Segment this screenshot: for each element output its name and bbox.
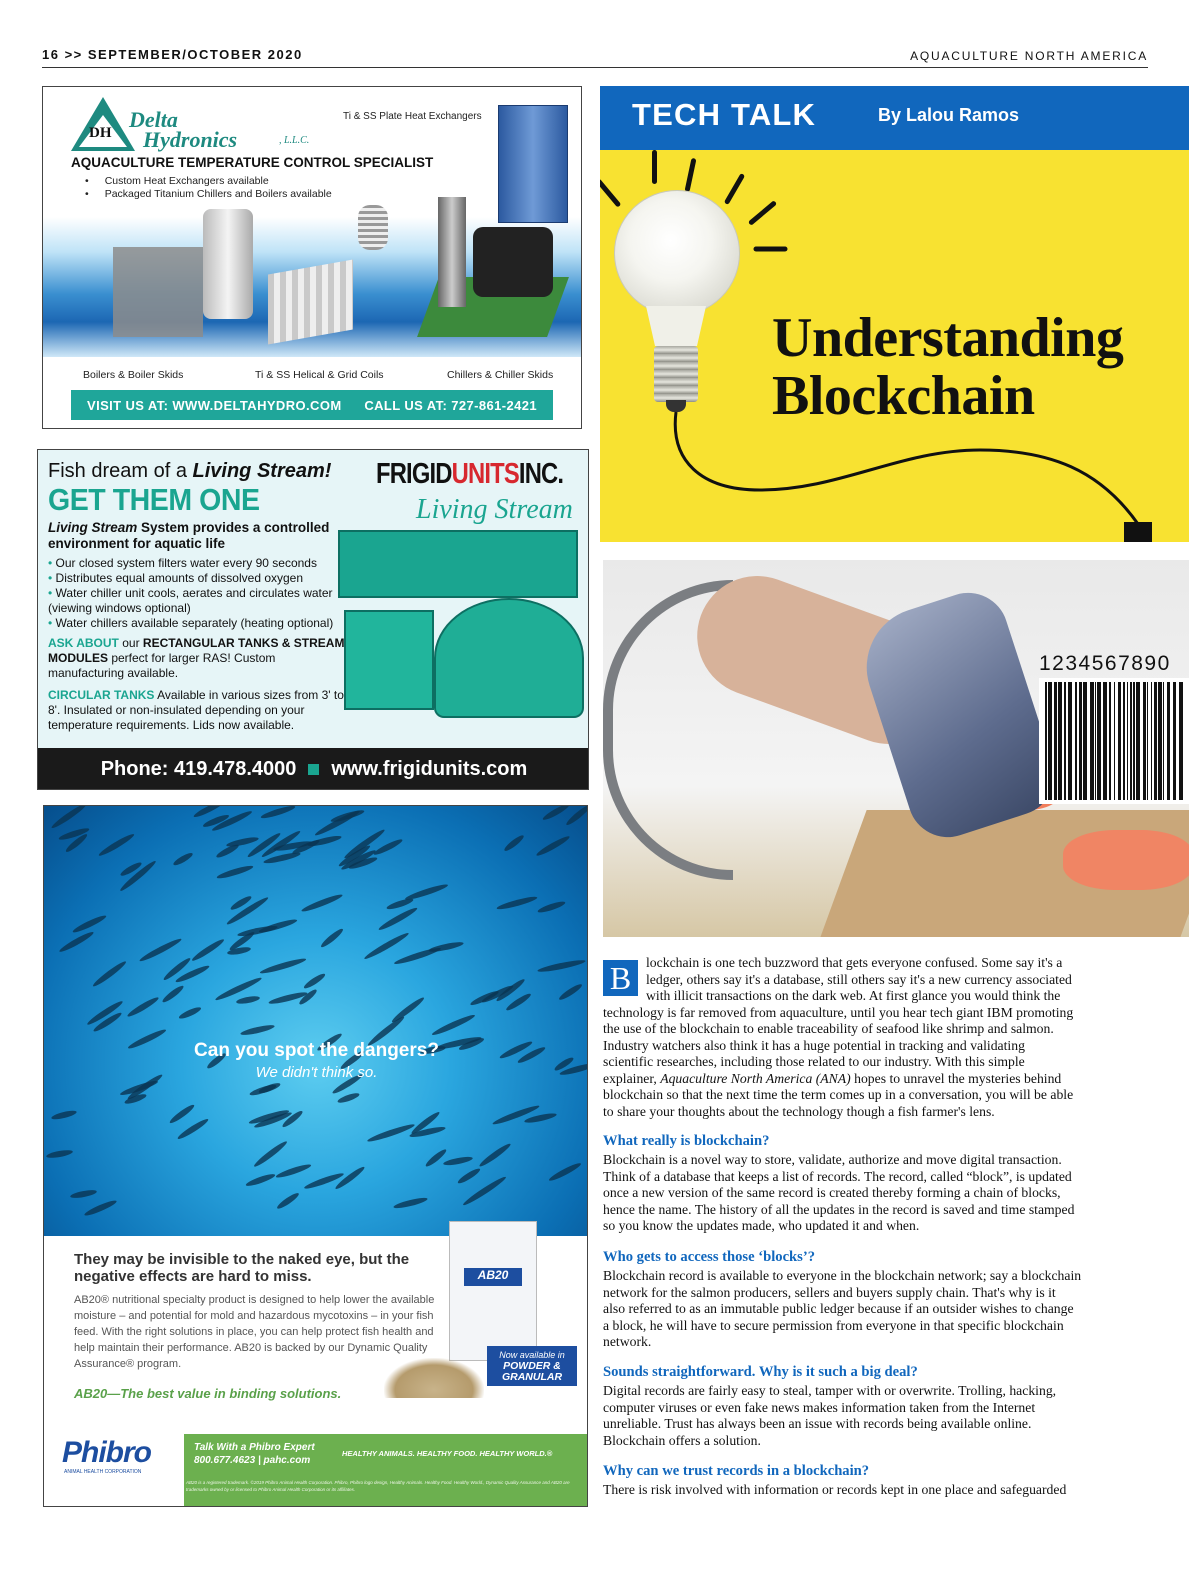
drop-cap: B xyxy=(603,960,638,996)
fish-shape xyxy=(245,1172,276,1188)
fish-shape xyxy=(70,1189,98,1200)
article-line: ledger, others say it's a database, still others say it's a new currency associated xyxy=(646,971,1072,987)
issue-date: 16 >> SEPTEMBER/OCTOBER 2020 xyxy=(42,47,303,62)
fish-shape xyxy=(431,1013,476,1038)
barcode-bar xyxy=(1048,682,1052,800)
fish-shape xyxy=(537,958,586,974)
fish-shape xyxy=(424,1147,448,1168)
barcode-bar xyxy=(1075,682,1077,800)
barcode-icon xyxy=(1039,678,1189,804)
section-heading: Who gets to access those ‘blocks’? xyxy=(603,1249,815,1265)
fish-shape xyxy=(303,972,327,991)
article-line: Blockchain offers a solution. xyxy=(603,1432,761,1448)
delta-phone[interactable]: CALL US AT: 727-861-2421 xyxy=(364,397,537,413)
magazine-name: AQUACULTURE NORTH AMERICA xyxy=(910,49,1148,63)
delta-contact-bar xyxy=(71,390,553,420)
frigid-headline2: GET THEM ONE xyxy=(48,482,260,517)
barcode-bar xyxy=(1133,682,1135,800)
delta-tagline: AQUACULTURE TEMPERATURE CONTROL SPECIALIST xyxy=(71,155,434,170)
fish-shape xyxy=(83,1198,118,1217)
article-title-line1: Understanding xyxy=(772,307,1124,369)
barcode-bar xyxy=(1109,682,1111,800)
fish-shape xyxy=(276,1191,301,1210)
frigid-bullet: • Water chillers available separately (heating optional) xyxy=(48,616,348,631)
fish-shape xyxy=(542,805,571,822)
fish-shape xyxy=(547,1161,581,1183)
frigid-desc-rest: System provides a controlled environment for aquatic life xyxy=(48,520,330,551)
fish-shape xyxy=(523,1112,557,1125)
barcode-bar xyxy=(1163,682,1164,800)
frigid-logo-part: INC. xyxy=(518,458,564,490)
boiler-image xyxy=(203,209,253,319)
delta-llc: , L.L.C. xyxy=(279,135,310,146)
chiller-image xyxy=(473,227,553,297)
ab20-bag-image xyxy=(449,1221,537,1361)
barcode-bar xyxy=(1095,682,1096,800)
barcode-bar xyxy=(1179,682,1183,800)
barcode-bar xyxy=(1167,682,1170,800)
ask-text: perfect for larger RAS! Custom manufacturing available. xyxy=(48,651,276,680)
plate-exchanger-caption: Ti & SS Plate Heat Exchangers xyxy=(343,111,482,122)
delta-bullet: • Custom Heat Exchangers available xyxy=(85,175,332,188)
article-line: lockchain is one tech buzzword that gets everyone confused. Some say it's a xyxy=(646,955,1063,970)
frigid-bullet: • Our closed system filters water every 90 seconds xyxy=(48,556,348,571)
delta-logo-letters: DH xyxy=(89,125,112,141)
frigid-headline-em: Living Stream! xyxy=(192,460,332,482)
phibro-logo-sub: ANIMAL HEALTH CORPORATION xyxy=(64,1469,142,1475)
ask-label: ASK ABOUT xyxy=(48,636,119,650)
barcode-bar xyxy=(1127,682,1128,800)
barcode-bar xyxy=(1090,682,1094,800)
barcode-scanner-photo xyxy=(603,560,1189,937)
article-line: Digital records are fairly easy to steal, tamper with or overwrite. Trolling, hacking, xyxy=(603,1383,1057,1398)
article-line: network for the salmon producers, sellers and buyers supply chain. That's why is it xyxy=(603,1284,1056,1300)
barcode-bar xyxy=(1079,682,1082,800)
barcode-bar xyxy=(1045,682,1047,800)
grid-coil-image xyxy=(268,260,353,345)
fish-shape xyxy=(535,834,571,858)
barcode-bar xyxy=(1054,682,1057,800)
fish-shape xyxy=(97,832,135,858)
delta-name-line1: Delta xyxy=(129,107,178,132)
article-line: hence the name. The history of all the updates in the record is saved and time stamped xyxy=(603,1201,1075,1217)
frigid-circular-tanks xyxy=(48,688,348,733)
fish-shape xyxy=(138,937,182,964)
separator-square-icon xyxy=(308,764,319,775)
fish-shape xyxy=(300,893,343,914)
fish-shape xyxy=(492,1104,541,1127)
frigid-logo-part: FRIGID xyxy=(376,458,452,490)
phibro-phone-web[interactable]: 800.677.4623 | pahc.com xyxy=(194,1455,311,1466)
caption-boilers: Boilers & Boiler Skids xyxy=(83,369,184,381)
delta-bullets xyxy=(85,175,332,201)
fish-shape xyxy=(405,882,450,902)
barcode-bar xyxy=(1097,682,1101,800)
barcode-bar xyxy=(1114,682,1115,800)
frigid-headline-prefix: Fish dream of a xyxy=(48,460,193,482)
article-line: once a new version of the same record is created thereby forming a chain of blocks, xyxy=(603,1185,1061,1200)
fish-shape xyxy=(337,1092,361,1105)
barcode-bar xyxy=(1103,682,1107,800)
article-line: scientific researches, including those related to our industry. With this simple xyxy=(603,1054,1025,1069)
badge-bottom: POWDER & GRANULAR xyxy=(501,1360,563,1383)
ad-body: AB20® nutritional specialty product is designed to help lower the available moisture – and potential for mold and hazardous mycotoxins – in your fish feed. With the right solutions in place, you can help protect fish health and help maintain their performance. AB20 is backed by our Dynamic Quality Assurance® program. xyxy=(74,1294,435,1370)
ad-answer: We didn't think so. xyxy=(255,1064,378,1081)
fish-shape xyxy=(275,1162,312,1179)
article-title-line2: Blockchain xyxy=(772,365,1035,427)
fish-shape xyxy=(252,1139,288,1169)
fish-shape xyxy=(236,995,260,1005)
fish-shape xyxy=(390,996,425,1025)
phibro-logo: Phibro xyxy=(62,1436,151,1469)
fish-shape xyxy=(478,1141,512,1168)
chiller-column-image xyxy=(438,197,466,307)
barcode-bar xyxy=(1173,682,1176,800)
barcode-number: 1234567890 xyxy=(1039,652,1171,675)
fish-shape xyxy=(363,930,410,961)
section-heading: Sounds straightforward. Why is it such a big deal? xyxy=(603,1364,918,1380)
frigid-desc-em: Living Stream xyxy=(48,520,138,535)
fish-shape xyxy=(161,983,185,1004)
article-line: to share your thoughts about the technology though a fish farmer's lens. xyxy=(603,1103,995,1119)
fish-shape xyxy=(58,930,95,954)
caption-coils: Ti & SS Helical & Grid Coils xyxy=(255,369,384,381)
fish-shape xyxy=(50,1109,77,1121)
ad-headline: They may be invisible to the naked eye, but the negative effects are hard to miss. xyxy=(74,1251,410,1285)
barcode-bar xyxy=(1118,682,1121,800)
fish-shape xyxy=(259,957,307,976)
fish-shape xyxy=(557,982,583,1002)
fish-shape xyxy=(442,1155,473,1167)
circ-text: Available in various sizes from 3' to 8'. Insulated or non-insulated depending on your temperature requirements. Lids now available. xyxy=(48,688,344,732)
fish-shape xyxy=(457,1167,482,1186)
fish-school-image xyxy=(44,806,588,1236)
barcode-bar xyxy=(1151,682,1152,800)
fish-shape xyxy=(503,833,526,853)
article-line: technology is far removed from aquaculture, until you hear tech giant IBM promoting xyxy=(603,1004,1074,1020)
frigid-logo xyxy=(376,458,563,491)
frigid-bullet: • Water chiller unit cools, aerates and circulates water (viewing windows optional) xyxy=(48,586,348,616)
fish-shape xyxy=(177,1005,201,1020)
section-title: TECH TALK xyxy=(632,97,817,132)
fish-shape xyxy=(45,1149,73,1160)
fish-shape xyxy=(91,960,127,989)
frigid-headline xyxy=(48,460,331,483)
frigid-ask-about xyxy=(48,636,348,681)
article-line: Think of a database that keeps a list of records. The record, called “block”, is updated xyxy=(603,1168,1072,1184)
fish-shape xyxy=(172,851,194,867)
fish-shape xyxy=(126,995,160,1018)
circ-label: CIRCULAR TANKS xyxy=(48,688,155,702)
barcode-bar xyxy=(1136,682,1140,800)
barcode-bar xyxy=(1154,682,1157,800)
plug-icon xyxy=(1124,522,1152,542)
fish-shape xyxy=(366,1122,415,1144)
article-line: Blockchain record is available to everyone in the blockchain network; say a blockchain xyxy=(603,1268,1082,1283)
article-line: explainer, Aquaculture North America (ANA) hopes to unravel the mysteries behind xyxy=(603,1070,1062,1086)
lightbulb-hero xyxy=(600,150,1189,542)
delta-website-link[interactable]: VISIT US AT: WWW.DELTAHYDRO.COM xyxy=(87,397,342,413)
article-line: the use of the blockchain to enable traceability of seafood like shrimp and salmon. xyxy=(603,1021,1054,1036)
article-line: a block, he will have to secure permission from everyone in that specific blockchain xyxy=(603,1317,1064,1333)
stream-module-image xyxy=(344,610,434,710)
article-line: There is risk involved with information or records kept in one place and safeguarded xyxy=(603,1482,1067,1497)
ask-bold: RECTANGULAR TANKS & STREAM MODULES xyxy=(48,636,345,665)
barcode-bar xyxy=(1068,682,1072,800)
living-stream-script: Living Stream xyxy=(416,494,573,525)
ask-text: our xyxy=(118,636,143,650)
fish-shape xyxy=(216,864,254,881)
fish-shape xyxy=(72,913,108,934)
barcode-bar xyxy=(1143,682,1146,800)
ad-question: Can you spot the dangers? xyxy=(194,1040,439,1061)
fish-shape xyxy=(372,837,404,857)
section-heading: What really is blockchain? xyxy=(603,1133,770,1149)
frigid-logo-part: UNITS xyxy=(451,458,519,490)
byline: By Lalou Ramos xyxy=(878,105,1020,125)
phibro-contact xyxy=(194,1441,315,1467)
article-line: unreliable. Trust has always been an issue with records being available online. xyxy=(603,1416,1032,1431)
frigid-description xyxy=(48,520,338,552)
plate-exchanger-image xyxy=(498,105,568,223)
article-line: network. xyxy=(603,1334,652,1349)
frigid-bullet: • Distributes equal amounts of dissolved oxygen xyxy=(48,571,348,586)
ab20-bag-label: AB20 xyxy=(464,1268,522,1286)
fish-shape xyxy=(330,808,366,824)
section-heading: Why can we trust records in a blockchain? xyxy=(603,1463,870,1479)
fish-shape xyxy=(394,945,442,966)
article-line: so you know the updates made, who updated it and when. xyxy=(603,1218,920,1233)
article-line: computer viruses or even fake news makes information taken from the Internet xyxy=(603,1399,1036,1415)
frigid-website-link[interactable]: www.frigidunits.com xyxy=(331,758,528,780)
fish-shape xyxy=(248,1083,277,1097)
article-line: blockchain so that the next time the term comes up in a conversation, you will be able xyxy=(603,1087,1074,1102)
barcode-bar xyxy=(1158,682,1162,800)
powder-granular-badge xyxy=(487,1346,577,1386)
delta-name-line2: Hydronics xyxy=(143,127,238,152)
barcode-bar xyxy=(1147,682,1148,800)
article-line: with illicit transactions on the dark web. At first glance you would think the xyxy=(646,988,1061,1003)
barcode-bar xyxy=(1064,682,1066,800)
frigid-bullets xyxy=(48,556,348,631)
fish-shape xyxy=(50,805,88,831)
fish-shape xyxy=(260,805,296,821)
frigid-phone[interactable]: Phone: 419.478.4000 xyxy=(100,758,297,780)
article-line: also referred to as an immutable public ledger because if an outsider wishes to change xyxy=(603,1301,1074,1316)
fish-shape xyxy=(392,1196,427,1210)
article-line: Blockchain is a novel way to store, validate, authorize and move digital transaction. xyxy=(603,1152,1062,1167)
phibro-fine-print: AB20 is a registered trademark. ©2019 Phibro Animal Health Corporation. Phibro, Phibro logo design, Healthy Animals. Healthy Food. Healthy World., Dynamic Quality Assurance and AB20 are trademarks owned by or licensed to Phibro Animal Health Corporation or its affiliates. xyxy=(186,1480,570,1492)
rectangular-tank-image xyxy=(338,530,578,598)
frigid-units-ad[interactable] xyxy=(37,449,589,790)
fish-shape xyxy=(168,1102,196,1124)
barcode-bar xyxy=(1058,682,1062,800)
fish-shape xyxy=(176,1117,210,1141)
circular-tank-image xyxy=(434,598,584,718)
barcode-bar xyxy=(1130,682,1132,800)
badge-top: Now available in xyxy=(499,1350,565,1360)
phibro-ab20-ad[interactable] xyxy=(43,805,588,1507)
delta-bullet: • Packaged Titanium Chillers and Boilers available xyxy=(85,188,332,201)
salmon-image xyxy=(1063,830,1189,890)
article-line: Industry watchers also think it has a huge potential in tracking and validating xyxy=(603,1037,1025,1053)
fish-shape xyxy=(496,895,538,912)
fish-shape xyxy=(240,1024,276,1038)
fish-shape xyxy=(191,938,226,964)
ad-tagline: AB20—The best value in binding solutions. xyxy=(74,1386,342,1401)
talk-label: Talk With a Phibro Expert xyxy=(194,1442,315,1453)
phibro-slogan: HEALTHY ANIMALS. HEALTHY FOOD. HEALTHY WORLD.® xyxy=(342,1449,553,1458)
fish-shape xyxy=(565,805,588,827)
fish-shape xyxy=(378,906,419,932)
header-rule xyxy=(42,67,1148,68)
fish-shape xyxy=(320,927,345,949)
barcode-bar xyxy=(1083,682,1087,800)
caption-chillers: Chillers & Chiller Skids xyxy=(447,369,554,381)
boiler-skid-image xyxy=(113,247,203,337)
helical-coil-image xyxy=(358,205,388,250)
frigid-contact-bar xyxy=(38,748,589,790)
fish-shape xyxy=(537,900,567,915)
barcode-bar xyxy=(1123,682,1125,800)
delta-hydronics-ad[interactable] xyxy=(42,86,582,429)
